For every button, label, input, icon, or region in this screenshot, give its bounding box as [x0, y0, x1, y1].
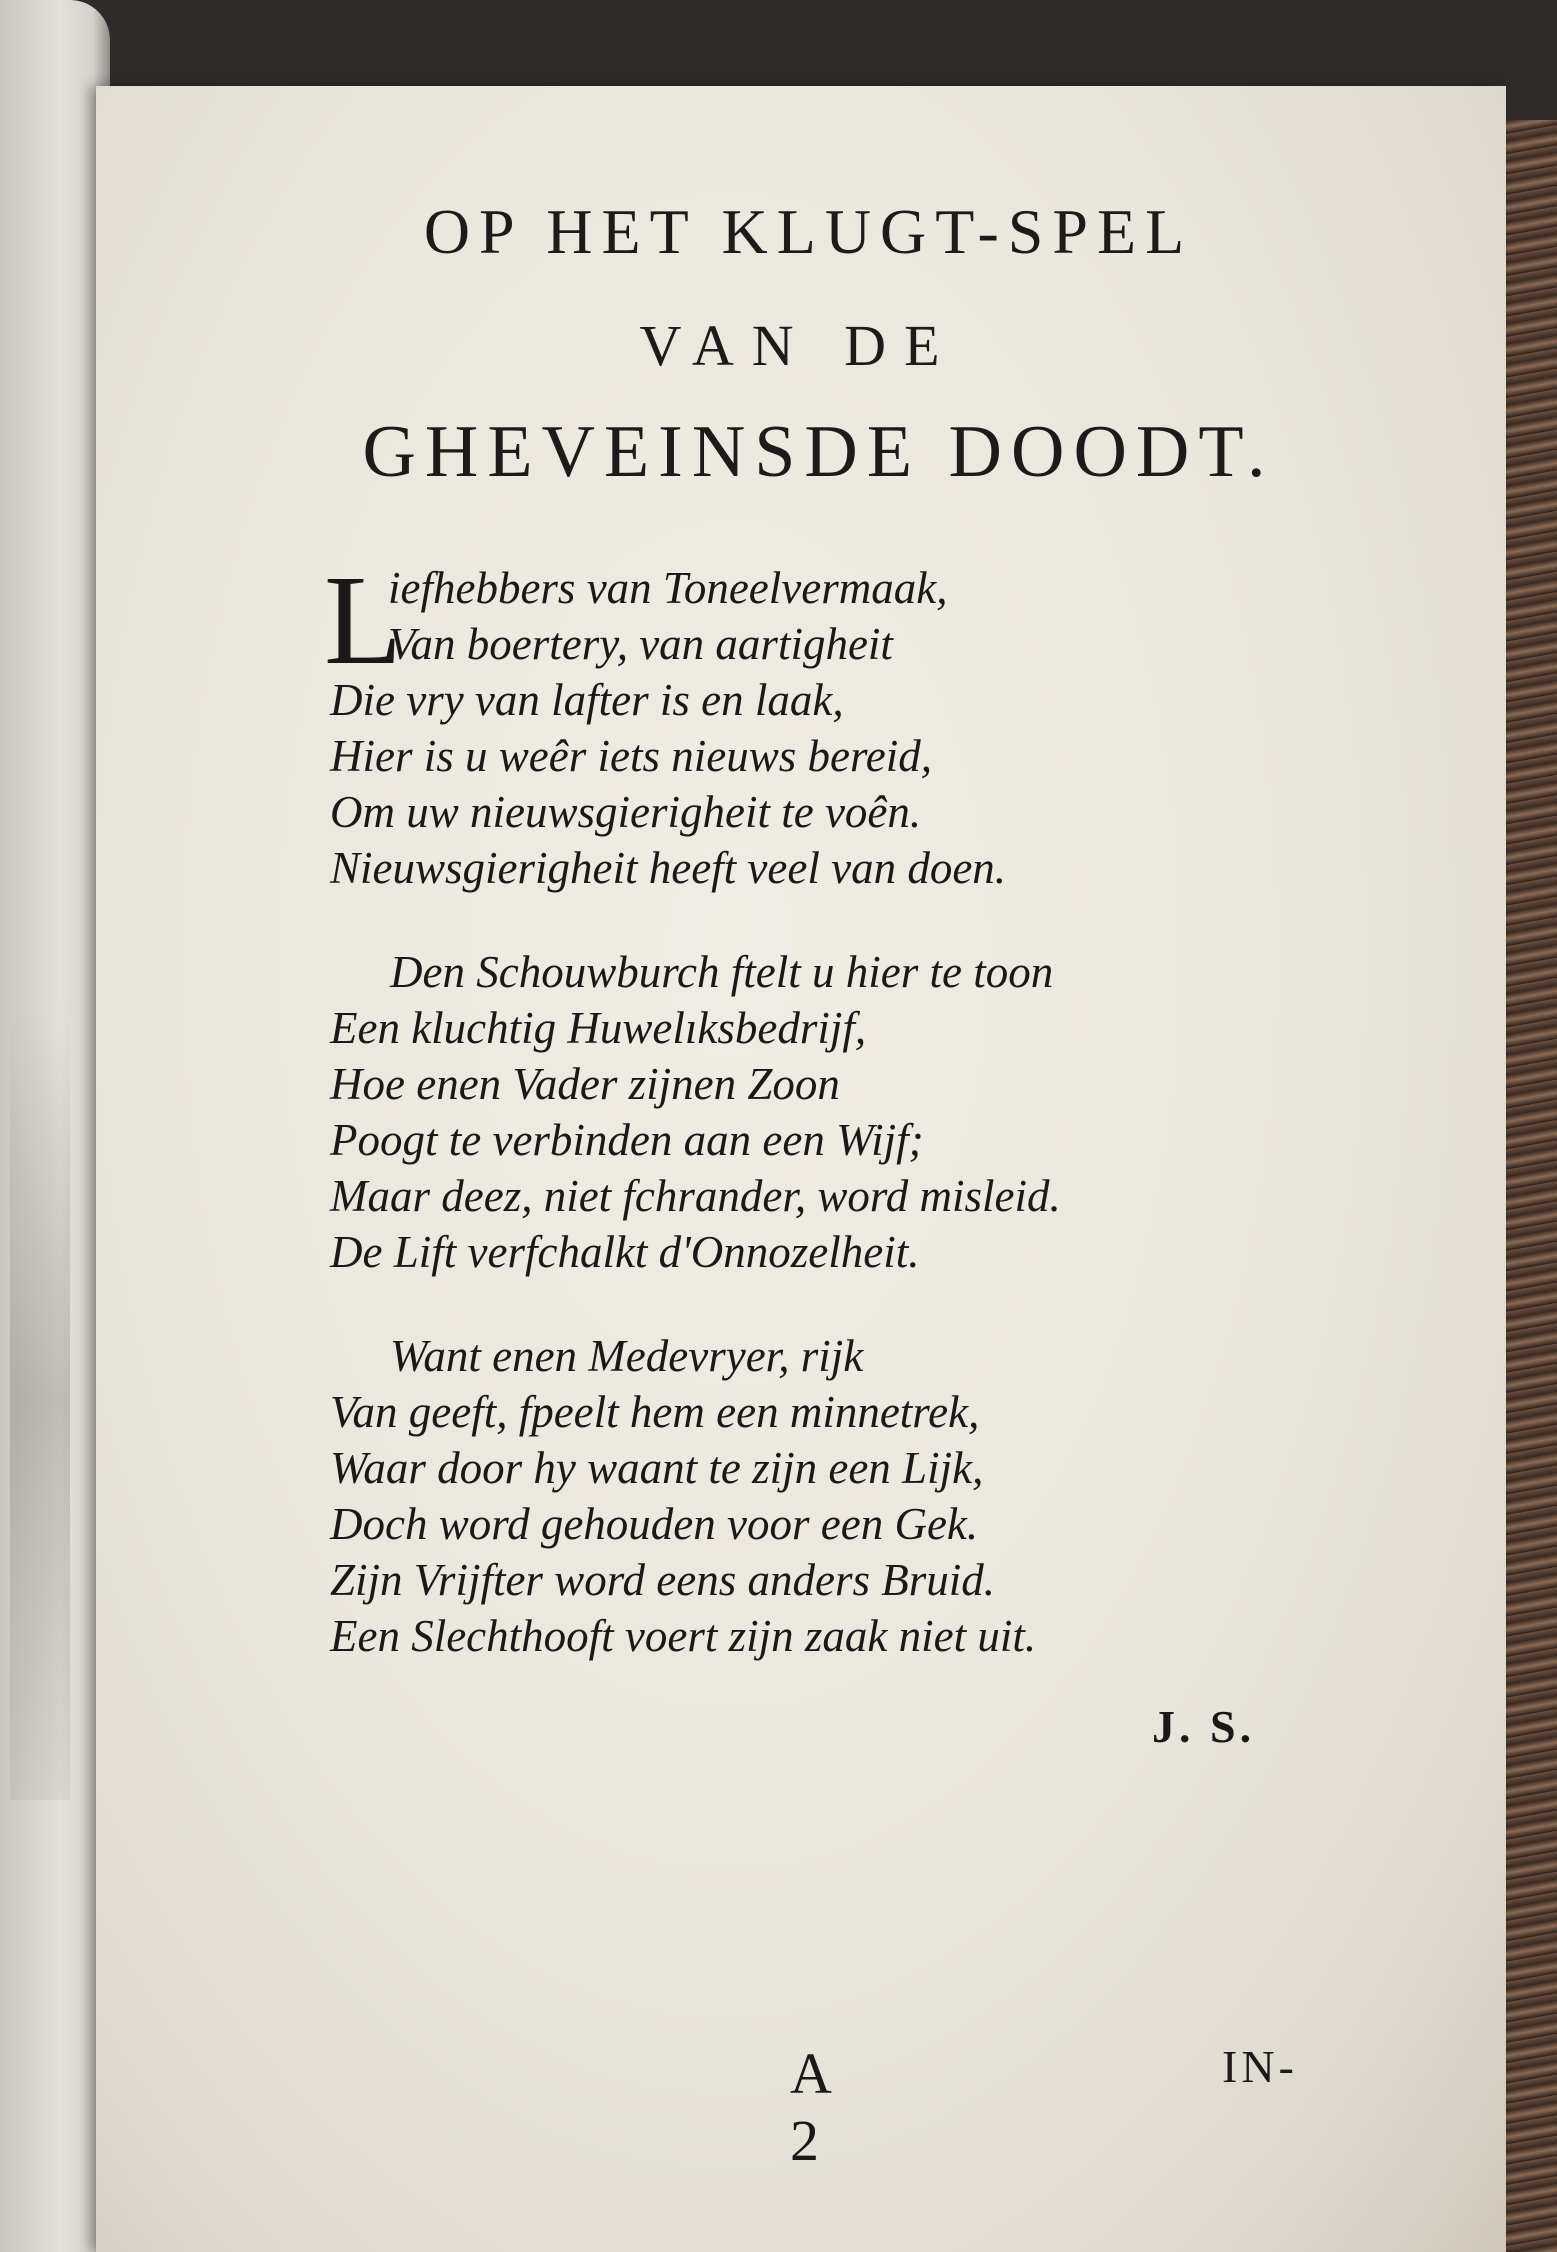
author-signature: J. S. — [1152, 1701, 1256, 1752]
poem-line: Van boertery, van aartigheit — [388, 619, 893, 669]
title-line-1: OP HET KLUGT-SPEL — [423, 196, 1194, 267]
poem-line: Want enen Medevryer, rijk — [390, 1331, 864, 1381]
poem-line: Den Schouwburch ftelt u hier te toon — [390, 947, 1054, 997]
poem-line: Nieuwsgierigheit heeft veel van doen. — [330, 843, 1007, 893]
poem — [324, 549, 1230, 1712]
poem-line: Een Slechthooft voert zijn zaak niet uit. — [330, 1611, 1037, 1661]
poem-line: Doch word gehouden voor een Gek. — [330, 1499, 979, 1549]
poem-line: Om uw nieuwsgierigheit te voên. — [330, 787, 922, 837]
title-line-3: GHEVEINSDE DOODT. — [362, 411, 1275, 493]
poem-line: Die vry van lafter is en laak, — [330, 675, 844, 725]
stanza-3 — [330, 1328, 1230, 1664]
poem-line: Een kluchtig Huwelıksbedrijf, — [330, 1003, 867, 1053]
poem-line: iefhebbers van Toneelvermaak, — [388, 563, 948, 613]
poem-line: De Lift verfchalkt d'Onnozelheit. — [330, 1227, 920, 1277]
catchword: IN- — [1222, 2041, 1298, 2092]
poem-line: Hoe enen Vader zijnen Zoon — [330, 1059, 840, 1109]
poem-line: Poogt te verbinden aan een Wijf; — [330, 1115, 924, 1165]
signature-mark: A 2 — [790, 2041, 837, 2173]
stanza-1 — [324, 549, 1230, 896]
drop-cap: L — [324, 549, 403, 691]
poem-line: Zijn Vrijfter word eens anders Bruid. — [330, 1555, 996, 1605]
poem-line: Hier is u weêr iets nieuws bereid, — [330, 731, 933, 781]
left-page-shadow — [10, 1000, 70, 1800]
poem-line: Van geeft, fpeelt hem een minnetrek, — [330, 1387, 980, 1437]
poem-line: Maar deez, niet fchrander, word misleid. — [330, 1171, 1061, 1221]
stanza-2 — [330, 944, 1230, 1280]
title-line-2: VAN DE — [639, 313, 958, 378]
poem-line: Waar door hy waant te zijn een Lijk, — [330, 1443, 984, 1493]
